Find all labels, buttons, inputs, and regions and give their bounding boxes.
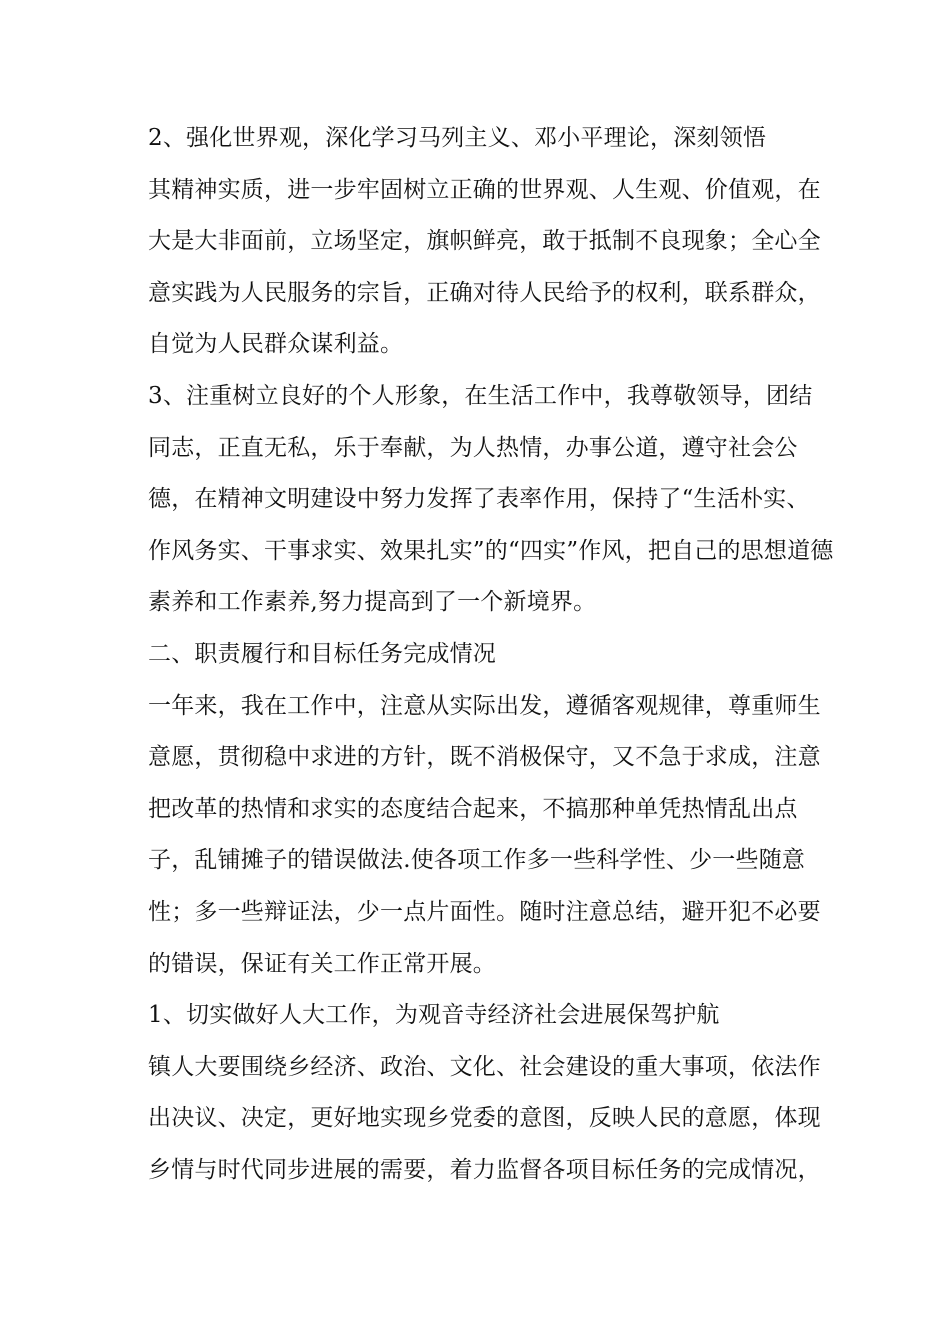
text-line: 一年来，我在工作中，注意从实际出发，遵循客观规律，尊重师生: [148, 692, 821, 719]
text-line: 意实践为人民服务的宗旨，正确对待人民给予的权利，联系群众，: [148, 279, 821, 306]
text-line: 1、切实做好人大工作，为观音寺经济社会进展保驾护航: [148, 1002, 720, 1029]
text-line: 素养和工作素养,努力提高到了一个新境界。: [148, 589, 597, 616]
text-line: 性；多一些辩证法，少一点片面性。随时注意总结，避开犯不必要: [148, 898, 821, 925]
section-heading: 二、职责履行和目标任务完成情况: [148, 640, 496, 667]
text-line: 意愿，贯彻稳中求进的方针，既不消极保守，又不急于求成，注意: [148, 744, 821, 771]
text-line: 乡情与时代同步进展的需要，着力监督各项目标任务的完成情况，: [148, 1156, 821, 1183]
text-line: 德，在精神文明建设中努力发挥了表率作用，保持了“生活朴实、: [148, 486, 810, 513]
text-line: 自觉为人民群众谋利益。: [148, 331, 404, 358]
text-line: 其精神实质，进一步牢固树立正确的世界观、人生观、价值观，在: [148, 176, 821, 203]
text-line: 作风务实、干事求实、效果扎实”的“四实”作风，把自己的思想道德: [148, 537, 834, 564]
text-line: 的错误，保证有关工作正常开展。: [148, 950, 496, 977]
text-line: 2、强化世界观，深化学习马列主义、邓小平理论，深刻领悟: [148, 125, 767, 151]
text-line: 镇人大要围绕乡经济、政治、文化、社会建设的重大事项，依法作: [148, 1053, 821, 1080]
text-line: 子，乱铺摊子的错误做法.使各项工作多一些科学性、少一些随意: [148, 847, 806, 874]
text-line: 出决议、决定，更好地实现乡党委的意图，反映人民的意愿，体现: [148, 1105, 821, 1132]
text-line: 3、注重树立良好的个人形象，在生活工作中，我尊敬领导，团结: [148, 382, 813, 409]
text-line: 把改革的热情和求实的态度结合起来，不搞那种单凭热情乱出点: [148, 795, 798, 822]
document-body: [148, 113, 834, 1196]
text-line: 同志，正直无私，乐于奉献，为人热情，办事公道，遵守社会公: [148, 434, 798, 461]
text-line: 大是大非面前，立场坚定，旗帜鲜亮，敢于抵制不良现象；全心全: [148, 228, 821, 255]
